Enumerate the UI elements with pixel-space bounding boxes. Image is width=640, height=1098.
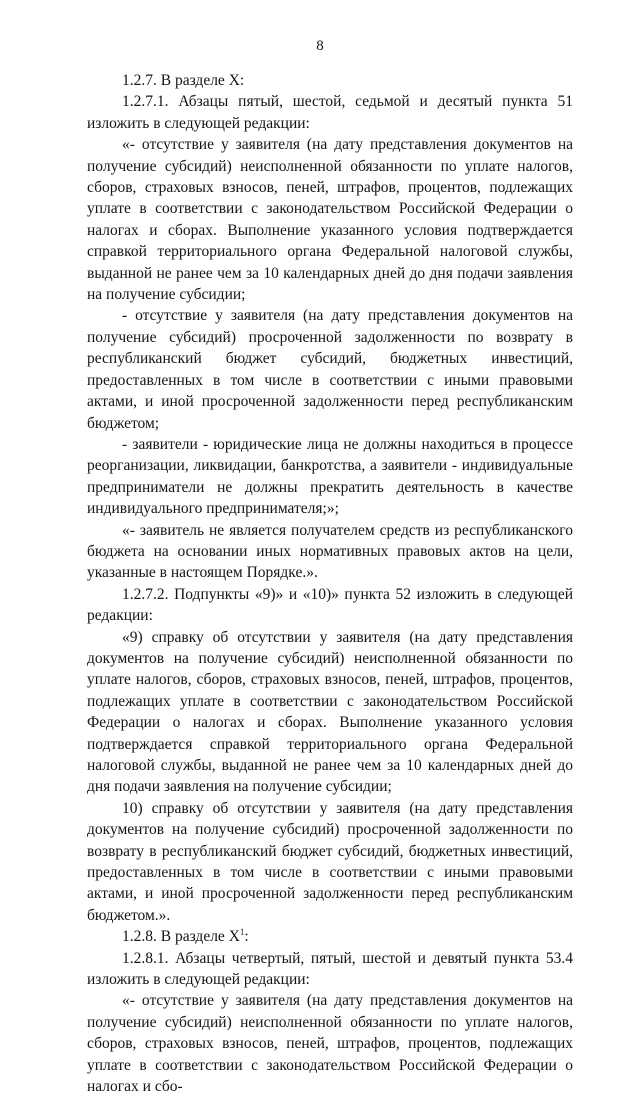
section-heading-text: 1.2.8. В разделе X bbox=[122, 928, 240, 946]
clause-1-2-7-1: 1.2.7.1. Абзацы пятый, шестой, седьмой и десятый пункта 51 изложить в следующей редакции: bbox=[87, 93, 573, 132]
paragraph: «- отсутствие у заявителя (на дату представления документов на получение субсидий) неисполненной обязанности по уплате налогов, сборов, страховых взносов, пеней, штрафов, процентов, подлежащих уплате в соответствии с законодательством Российской Федерации о налогах и сборах. Выполнение указанного условия подтверждается справкой территориального органа Федеральной налоговой службы, выданной не ранее чем за 10 календарных дней до дня подачи заявления на получение субсидии; bbox=[87, 136, 573, 304]
section-heading-1-2-7: 1.2.7. В разделе X: bbox=[122, 72, 245, 89]
paragraph: - заявители - юридические лица не должны находиться в процессе реорганизации, ликвидации, банкротства, а заявители - индивидуальные предприниматели не должны прекратить деятельность в качестве индивидуального предпринимателя;»; bbox=[87, 435, 573, 518]
paragraph: - отсутствие у заявителя (на дату представления документов на получение субсидий) просроченной задолженности по возврату в республиканский бюджет субсидий, бюджетных инвестиций, предоставленных в том числе в соответствии с иными правовыми актами, и иной просроченной задолженности перед республиканским бюджетом; bbox=[87, 307, 573, 432]
clause-1-2-8-1: 1.2.8.1. Абзацы четвертый, пятый, шестой и девятый пункта 53.4 изложить в следующей редакции: bbox=[87, 949, 573, 989]
heading-colon: : bbox=[244, 928, 249, 946]
paragraph: «- отсутствие у заявителя (на дату представления документов на получение субсидий) неисполненной обязанности по уплате налогов, сборов, страховых взносов, пеней, штрафов, процентов, подлежащих уплате в соответствии с законодательством Российской Федерации о налогах и сбо- bbox=[87, 992, 573, 1096]
superscript: 1 bbox=[239, 927, 245, 938]
document-body bbox=[87, 70, 573, 1098]
clause-1-2-7-2: 1.2.7.2. Подпункты «9)» и «10)» пункта 52 изложить в следующей редакции: bbox=[87, 585, 573, 625]
paragraph: «9) справку об отсутствии у заявителя (на дату представления документов на получение субсидий) неисполненной обязанности по уплате налогов, сборов, страховых взносов, пеней, штрафов, процентов, подлежащих уплате в соответствии с законодательством Российской Федерации о налогах и сборах. Выполнение указанного условия подтверждается справкой территориального органа Федеральной налоговой службы, выданной не ранее чем за 10 календарных дней до дня подачи заявления на получение субсидии; bbox=[87, 628, 573, 796]
paragraph: 10) справку об отсутствии у заявителя (на дату представления документов на получение субсидий) просроченной задолженности по возврату в республиканский бюджет субсидий, бюджетных инвестиций, предоставленных в том числе в соответствии с иными правовыми актами, и иной просроченной задолженности перед республиканским бюджетом.». bbox=[87, 799, 573, 924]
section-heading-1-2-8 bbox=[87, 926, 573, 947]
paragraph: «- заявитель не является получателем средств из республиканского бюджета на основании иных нормативных правовых актов на цели, указанные в настоящем Порядке.». bbox=[87, 521, 573, 582]
page-number: 8 bbox=[316, 38, 324, 54]
